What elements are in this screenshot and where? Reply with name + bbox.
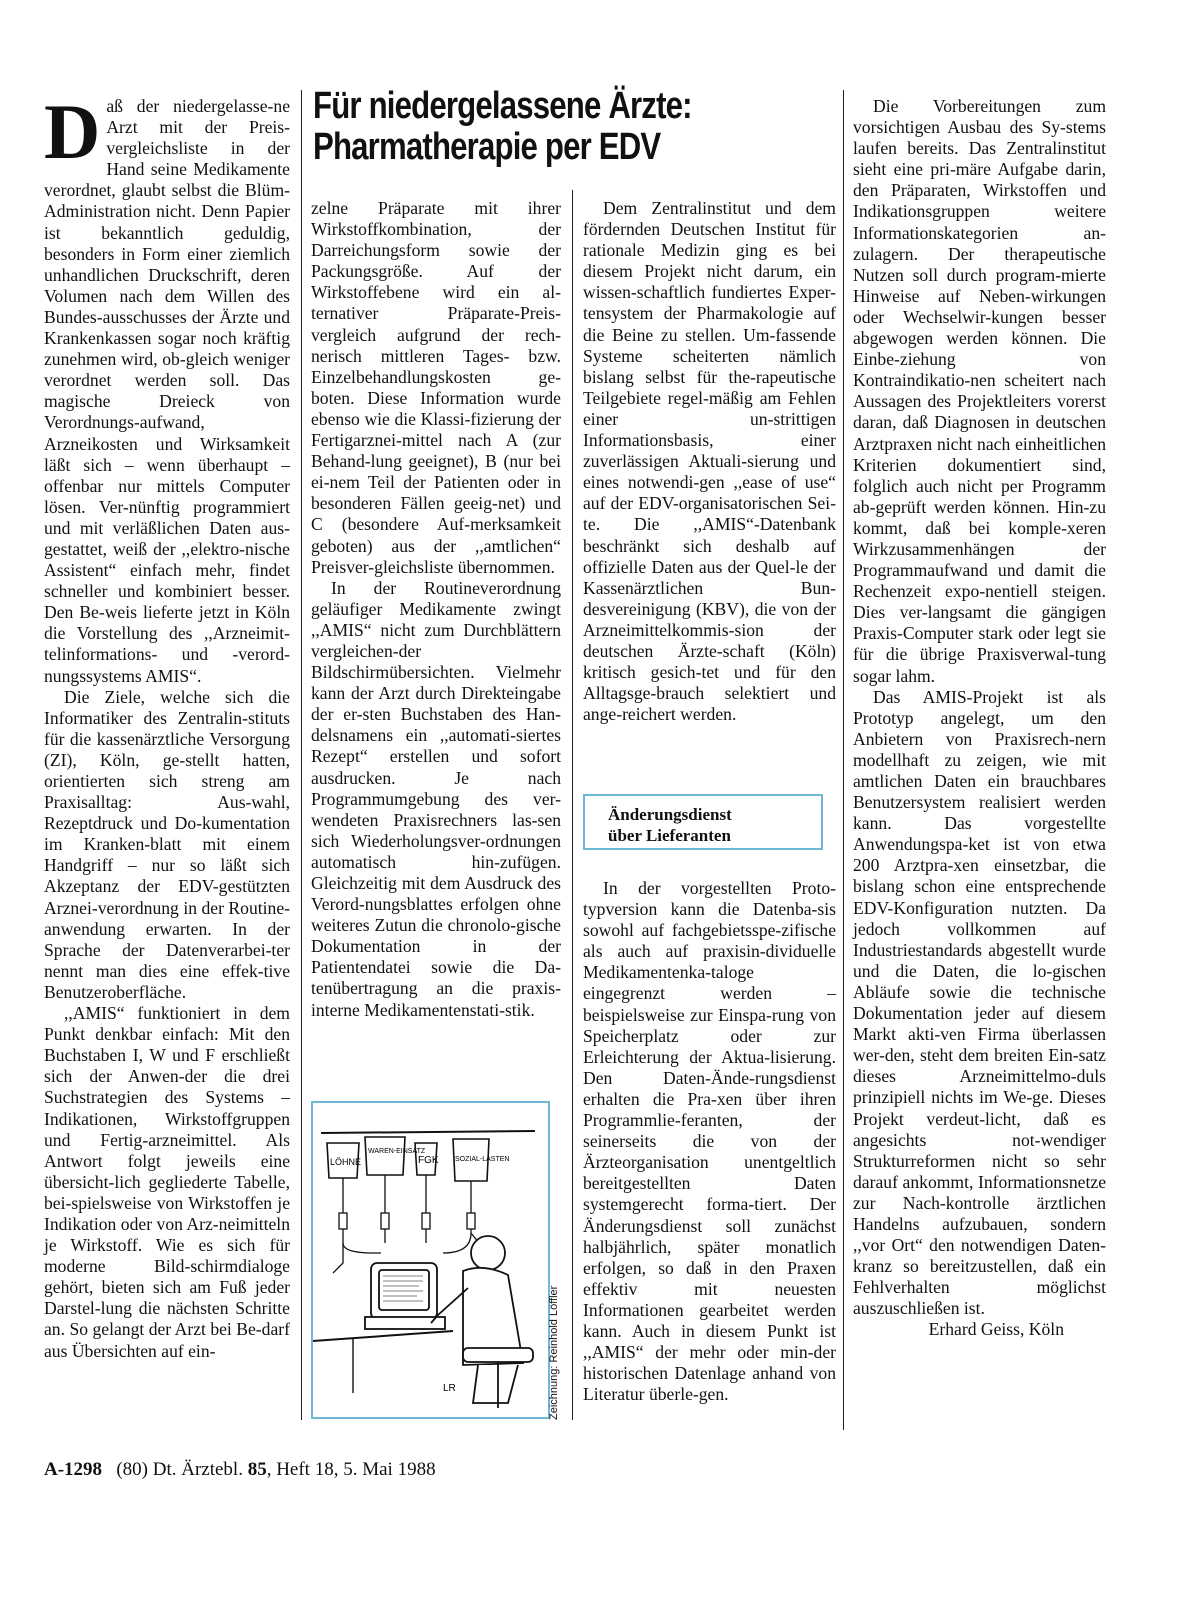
paragraph: In der Routineverordnung geläufiger Medikamente zwingt ,,AMIS“ nicht zum Durchblättern vergleichen-der Bildschirmübersichten. Vielmehr kann der Arzt durch Direkteingabe der er-sten Buchstaben des Han-delsnamens ein ,,automati-siertes Rezept“ erstellen und sofort ausdrucken. Je nach Programmumgebung des ver-wendeten Praxisrechners las-sen sich Wiederholungsver-ordnungen automatisch hin-zufügen. Gleichzeitig mit dem Ausdruck des Verord-nungsblattes erfolgen ohne weiteres Zutun die chronolo-gische Dokumentation in der Patientendatei sowie die Da-tenübertragung an die praxis-interne Medikamentenstati-stik. <box>311 577 561 1020</box>
paragraph: Die Ziele, welche sich die Informatiker des Zentralin-stituts für die kassenärztliche Versorgung (ZI), Köln, ge-stellt hatten, orientierten sich streng am Praxisalltag: Aus-wahl, Rezeptdruck und Do-kumentation im Kranken-blatt mit einem Handgriff – nur so läßt sich Akzeptanz der EDV-gestützten Arznei-verordnung in der Routine-anwendung erwarten. In der Sprache der Datenverarbei-ter nennt man dies eine effek-tive Benutzeroberfläche. <box>44 686 290 1002</box>
subhead-line-2: über Lieferanten <box>608 826 731 845</box>
journal-issue: , Heft 18, 5. Mai 1988 <box>266 1459 436 1480</box>
page-number: (80) <box>116 1459 148 1480</box>
column-rule-1 <box>301 90 302 1420</box>
column-rule-2 <box>572 190 573 1420</box>
column-3-continued <box>583 878 836 1405</box>
cartoon-drawing <box>313 1103 548 1417</box>
headline-line-1: Für niedergelassene Ärzte: <box>313 85 692 127</box>
column-3 <box>583 198 836 725</box>
column-1 <box>44 88 290 1362</box>
drop-cap: D <box>44 88 101 175</box>
journal-volume: 85 <box>247 1459 267 1480</box>
cartoon-illustration <box>311 1101 550 1419</box>
subhead-box <box>583 794 823 850</box>
column-rule-3 <box>843 90 844 1430</box>
page-footer <box>44 1459 436 1481</box>
headline-line-2: Pharmatherapie per EDV <box>313 126 661 168</box>
headline <box>313 86 739 168</box>
cartoon-credit: Zeichnung: Reinhold Löffler <box>548 1285 560 1420</box>
paragraph: In der vorgestellten Proto-typversion kann die Datenba-sis sowohl auf fachgebietsspe-zifische als auch auf praxisin-dividuelle Medikamentenka-taloge eingegrenzt werden – beispielsweise zur Einspa-rung von Speicherplatz oder zur Erleichterung der Aktua-lisierung. Den Daten-Ände-rungsdienst erhalten die Pra-xen über ihren Programmlie-feranten, der seinerseits die von der Ärzteorganisation unentgeltlich bereitgestellten Daten systemgerecht forma-tiert. Der Änderungsdienst soll zunächst halbjährlich, später monatlich erfolgen, so daß in den Praxen effektiv mit neuesten Informationen gearbeitet werden kann. Auch in diesem Punkt ist ,,AMIS“ der mehr oder min-der historischen Datenlage anhand von Literatur überle-gen. <box>583 878 836 1405</box>
cartoon-label: FGK <box>418 1155 439 1166</box>
column-2 <box>311 198 561 1021</box>
paragraph: zelne Präparate mit ihrer Wirkstoffkombination, der Darreichungsform sowie der Packungsgröße. Auf der Wirkstoffebene wird ein al-ternativer Präparate-Preis-vergleich aufgrund der rech-nerisch mittleren Tages- bzw. Einzelbehandlungskosten ge-boten. Diese Information wurde ebenso wie die Klassi-fizierung der Fertigarznei-mittel nach A (zur Behand-lung geeignet), B (nur bei ei-nem Teil der Patienten oder in besonderen Fällen geeig-net) und C (besondere Auf-merksamkeit geboten) aus der ,,amtlichen“ Preisver-gleichsliste übernommen. <box>311 198 561 577</box>
paragraph: aß der niedergelasse-ne Arzt mit der Preis-vergleichsliste in der Hand seine Medikamente verordnet, glaubt selbst die Blüm-Administration nicht. Denn Papier ist bekanntlich geduldig, besonders in Form einer ziemlich unhandlichen Druckschrift, deren Volumen nach dem Willen des Bundes-ausschusses der Ärzte und Krankenkassen sogar noch kräftig zunehmen wird, ob-gleich weniger verordnet werden soll. Das magische Dreieck von Verordnungs-aufwand, Arzneikosten und Wirksamkeit läßt sich – wenn überhaupt – offenbar nur mittels Computer lösen. Ver-nünftig programmiert und mit verläßlichen Daten aus-gestattet, weiß der ,,elektro-nische Assistent“ einfach mehr, findet schneller und kombiniert besser. Den Be-weis lieferte jetzt in Köln die Vorstellung des ,,Arzneimit-telinformations- und -verord-nungssystems AMIS“. <box>44 96 290 686</box>
column-4 <box>853 96 1106 1341</box>
paragraph: Das AMIS-Projekt ist als Prototyp angelegt, um den Anbietern von Praxisrech-nern modellhaft zu zeigen, wie mit amtlichen Daten ein brauchbares Benutzersystem realisiert werden kann. Das vorgestellte Anwendungspa-ket ist von etwa 200 Arztpra-xen einsetzbar, die bislang schon eine entsprechende EDV-Konfiguration nutzten. Da jedoch vollkommen auf Industriestandards abgestellt wurde und die Daten, die lo-gischen Abläufe sowie die technische Dokumentation jeder auf diesem Markt akti-ven Firma überlassen wer-den, steht dem breiten Ein-satz dieses Arzneimittelmo-duls prinzipiell nichts im We-ge. Dieses Projekt verdeut-licht, daß es angesichts not-wendiger Strukturreformen nicht so sehr darauf ankommt, Informationsnetze zur Nach-kontrolle ärztlichen Handelns aufzubauen, sondern ,,vor Ort“ den notwendigen Daten-kranz so bereitzustellen, daß ein Fehlverhalten möglichst auszuschließen ist. <box>853 686 1106 1319</box>
subhead-line-1: Änderungsdienst <box>608 805 732 824</box>
paragraph: Dem Zentralinstitut und dem fördernden Deutschen Institut für rationale Medizin ging es bei diesem Projekt nicht darum, ein wissen-schaftlich fundiertes Exper-tensystem der Pharmakologie auf die Beine zu stellen. Um-fassende Systeme scheiterten nämlich bislang selbst für the-rapeutische Teilgebiete regel-mäßig am Fehlen einer un-strittigen Informationsbasis, einer zuverlässigen Aktuali-sierung und eines notwendi-gen ,,ease of use“ auf der EDV-organisatorischen Sei-te. Die ,,AMIS“-Datenbank beschränkt sich deshalb auf offizielle Daten aus der Quel-le der Kassenärztlichen Bun-desvereinigung (KBV), die von der Arzneimittelkommis-sion der deutschen Ärzte-schaft (Köln) kritisch gesich-tet und für den Alltagsge-brauch selektiert und ange-reichert werden. <box>583 198 836 725</box>
cartoon-label: WAREN-EINSATZ <box>368 1148 426 1155</box>
author-signature: Erhard Geiss, Köln <box>928 1319 1064 1340</box>
journal-name: Dt. Ärztebl. <box>152 1459 243 1480</box>
cartoon-initials: LR <box>443 1383 456 1394</box>
paragraph: Die Vorbereitungen zum vorsichtigen Ausbau des Sy-stems laufen bereits. Das Zentralinstitut sieht eine pri-märe Aufgabe darin, den Präparaten, Wirkstoffen und Indikationsgruppen weitere Informationskategorien an-zulagern. Der therapeutische Nutzen soll durch program-mierte Hinweise auf Neben-wirkungen oder Wechselwir-kungen besser abgewogen werden können. Die Einbe-ziehung von Kontraindikatio-nen scheitert nach Aussagen des Projektleiters vorerst daran, daß Diagnosen in deutschen Arztpraxen nicht nach einheitlichen Kriterien dokumentiert sind, folglich auch nicht per Programm ab-geprüft werden können. Hin-zu kommt, daß bei komple-xeren Wirkzusammenhängen der Programmaufwand und damit die Rechenzeit expo-nentiell steigen. Dies ver-langsamt die gängigen Praxis-Computer stark oder legt sie für die übrige Praxisverwal-tung sogar lahm. <box>853 96 1106 686</box>
page-code: A-1298 <box>44 1459 103 1480</box>
cartoon-label: SOZIAL-LASTEN <box>455 1156 510 1163</box>
cartoon-label: LÖHNE <box>330 1157 362 1167</box>
paragraph: ,,AMIS“ funktioniert in dem Punkt denkbar einfach: Mit den Buchstaben I, W und F erschließt sich der Anwen-der die drei Suchstrategien des Systems – Indikationen, Wirkstoffgruppen und Fertig-arzneimittel. Als Antwort folgt jeweils eine übersicht-lich gegliederte Tabelle, bei-spielsweise von Wirkstoffen je Indikation oder von Arz-neimitteln je Wirkstoff. Wie es sich für moderne Bild-schirmdialoge gehört, bieten sich am Fuß jeder Darstel-lung die nächsten Schritte an. So gelangt der Arzt bei Be-darf aus Übersichten auf ein- <box>44 1003 290 1361</box>
